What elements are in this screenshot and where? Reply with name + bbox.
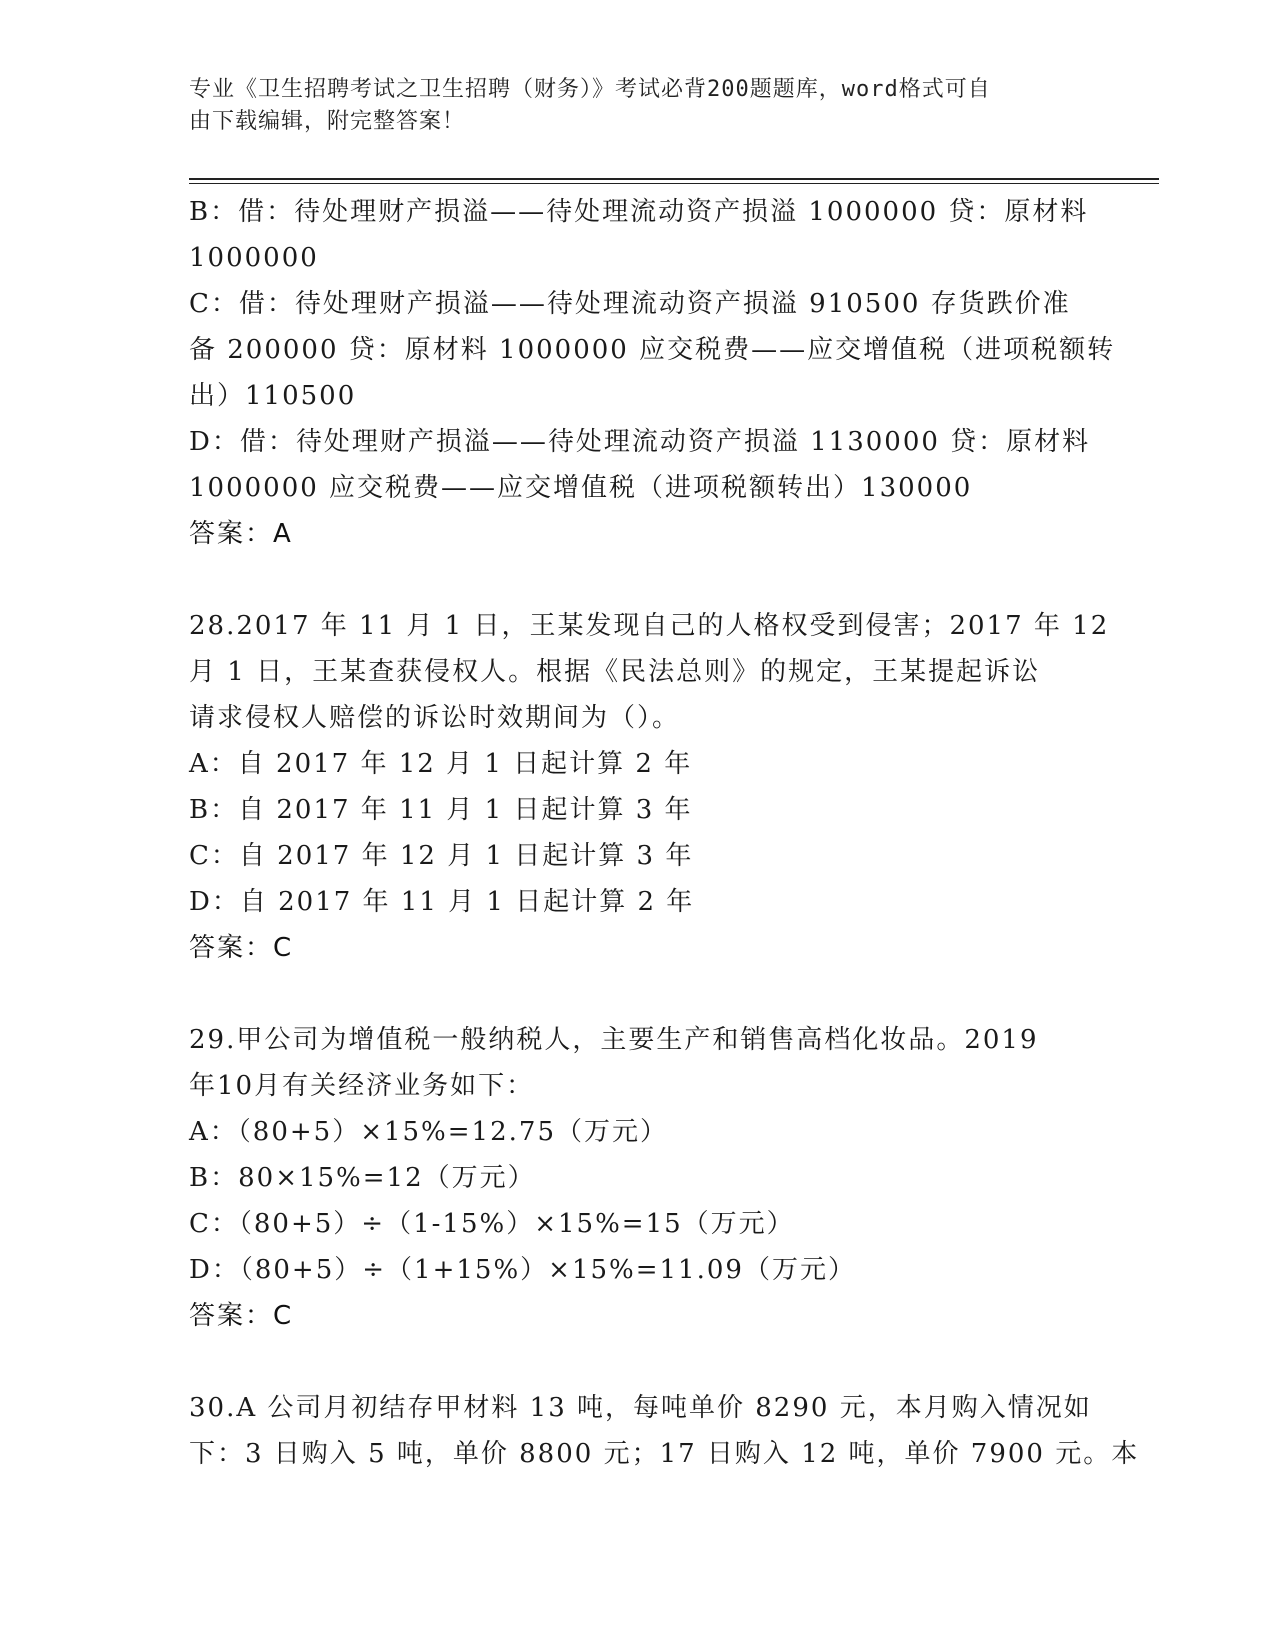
q27-option-c-line-3: 出）110500	[189, 381, 357, 411]
header-line-1: 专业《卫生招聘考试之卫生招聘（财务）》考试必背200题题库，word格式可自	[189, 77, 991, 102]
q27-option-b-line-2: 1000000	[189, 243, 319, 273]
q27-option-d-line-1: D：借：待处理财产损溢——待处理流动资产损溢 1130000 贷：原材料	[189, 427, 1091, 457]
question-28	[189, 603, 1110, 971]
q29-option-a: A：（80+5）×15%=12.75（万元）	[189, 1117, 668, 1147]
header-line-2: 由下载编辑，附完整答案！	[189, 109, 466, 134]
q29-stem-line-1: 29.甲公司为增值税一般纳税人，主要生产和销售高档化妆品。2019	[189, 1025, 1039, 1055]
spacer	[189, 971, 1089, 1017]
q28-option-c: C：自 2017 年 12 月 1 日起计算 3 年	[189, 841, 694, 871]
q29-stem-line-2: 年10月有关经济业务如下：	[189, 1071, 535, 1101]
q29-option-b: B：80×15%=12（万元）	[189, 1163, 536, 1193]
q30-stem-line-2: 下：3 日购入 5 吨，单价 8800 元；17 日购入 12 吨，单价 7900 元。本	[189, 1439, 1140, 1469]
question-27-tail	[189, 189, 1116, 557]
q28-stem-line-1: 28.2017 年 11 月 1 日，王某发现自己的人格权受到侵害；2017 年 12	[189, 611, 1110, 641]
q30-stem-line-1: 30.A 公司月初结存甲材料 13 吨，每吨单价 8290 元，本月购入情况如	[189, 1393, 1092, 1423]
q27-option-b-line-1: B：借：待处理财产损溢——待处理流动资产损溢 1000000 贷：原材料	[189, 197, 1089, 227]
q28-option-a: A：自 2017 年 12 月 1 日起计算 2 年	[189, 749, 693, 779]
question-29	[189, 1017, 1089, 1339]
q28-answer: 答案：C	[189, 933, 294, 963]
q27-option-c-line-1: C：借：待处理财产损溢——待处理流动资产损溢 910500 存货跌价准	[189, 289, 1071, 319]
spacer	[189, 1339, 1089, 1385]
q28-stem-line-3: 请求侵权人赔偿的诉讼时效期间为（）。	[189, 703, 681, 733]
q29-option-d: D：（80+5）÷（1+15%）×15%=11.09（万元）	[189, 1255, 856, 1285]
q28-stem-line-2: 月 1 日，王某查获侵权人。根据《民法总则》的规定，王某提起诉讼	[189, 657, 1041, 687]
question-30	[189, 1385, 1140, 1477]
q27-answer: 答案：A	[189, 519, 293, 549]
q29-option-c: C：（80+5）÷（1-15%）×15%=15（万元）	[189, 1209, 795, 1239]
header-rule-thin	[189, 183, 1159, 184]
q29-answer: 答案：C	[189, 1301, 294, 1331]
header-rule-thick	[189, 178, 1159, 180]
document-body	[189, 189, 1140, 1477]
q28-option-b: B：自 2017 年 11 月 1 日起计算 3 年	[189, 795, 693, 825]
q27-option-c-line-2: 备 200000 贷：原材料 1000000 应交税费——应交增值税（进项税额转	[189, 335, 1116, 365]
spacer	[189, 557, 1089, 603]
q27-option-d-line-2: 1000000 应交税费——应交增值税（进项税额转出）130000	[189, 473, 973, 503]
document-header	[189, 74, 1069, 138]
q28-option-d: D：自 2017 年 11 月 1 日起计算 2 年	[189, 887, 695, 917]
